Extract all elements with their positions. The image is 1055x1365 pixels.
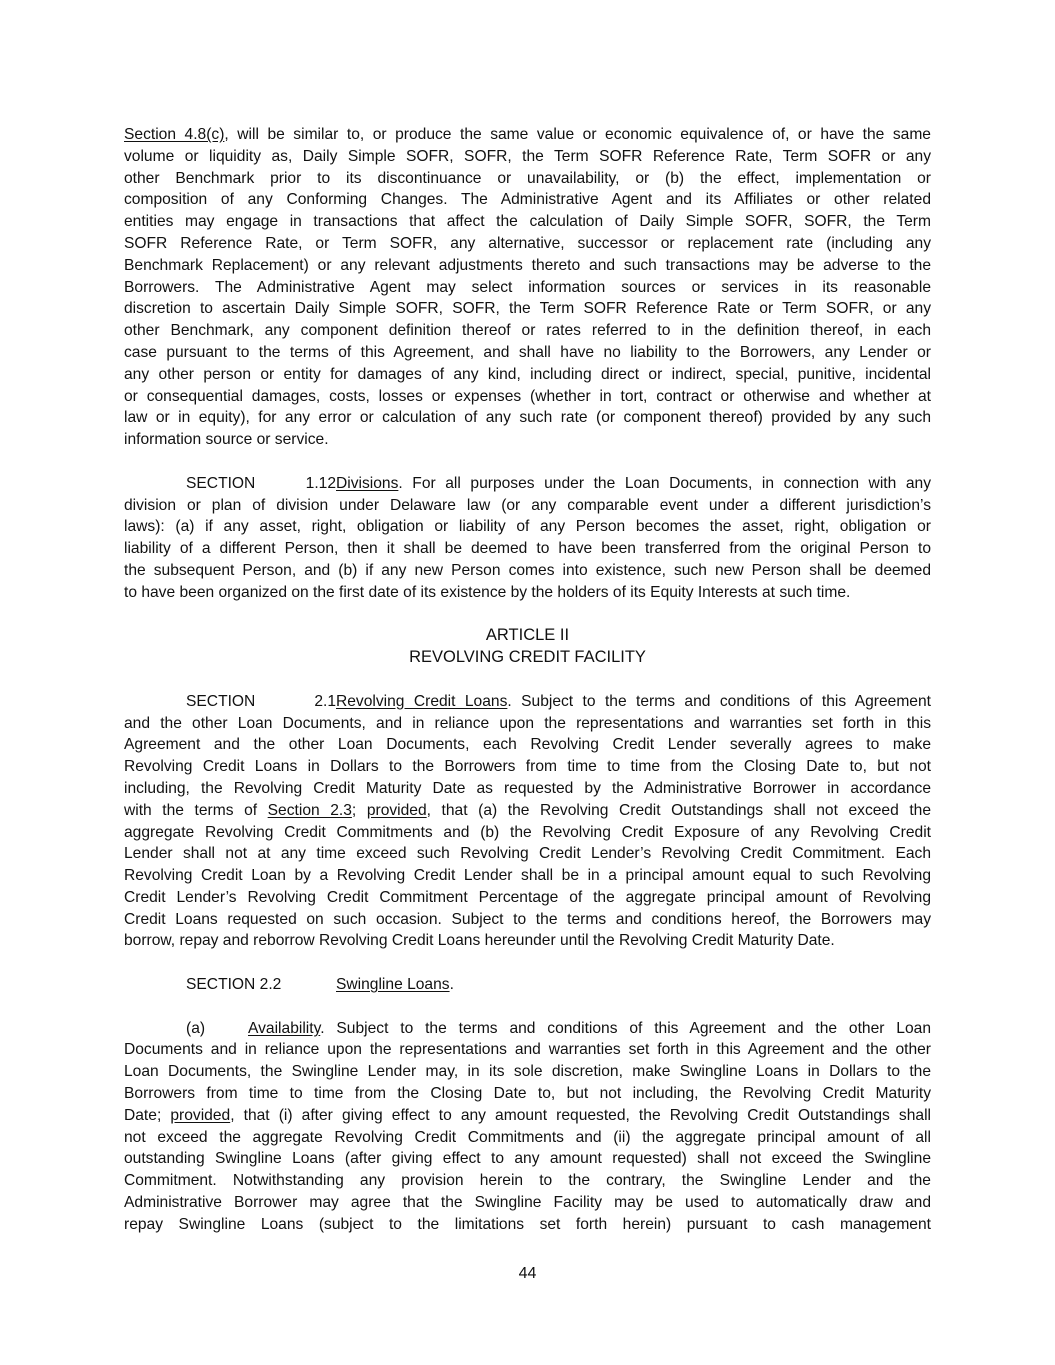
underlined-term: provided [170, 1106, 231, 1124]
text-run: to have been organized on the first date of its existence by the holders of its Equity Interests at such time. [124, 583, 851, 601]
text-run: the subsequent Person, and (b) if any new Person comes into existence, such new Person shall be deemed [124, 561, 931, 579]
text-run: SOFR Reference Rate, or Term SOFR, any alternative, successor or replacement rate (including any [124, 234, 931, 252]
text-line [124, 1083, 931, 1105]
text-run: . Subject to the terms and conditions of this Agreement [507, 692, 931, 710]
text-line [124, 734, 931, 756]
underlined-term: Revolving Credit Loans [336, 692, 508, 710]
text-run: Revolving Credit Loan by a Revolving Credit Lender shall be in a principal amount equal to such Revolving [124, 867, 931, 885]
text-line [124, 298, 931, 320]
paragraph [124, 974, 931, 996]
underlined-term: Section 2.3 [267, 801, 352, 819]
text-run: with the terms of [124, 801, 268, 819]
text-run: Benchmark Replacement) or any relevant adjustments thereto and such transactions may be adverse to the [124, 256, 931, 274]
underlined-term: Swingline Loans [336, 976, 450, 994]
text-line [124, 691, 931, 713]
text-run: Lender shall not at any time exceed such Revolving Credit Lender’s Revolving Credit Commitment. Each [124, 845, 931, 863]
text-line [124, 277, 931, 299]
text-run: , will be similar to, or produce the same value or economic equivalence of, or have the same [224, 126, 931, 143]
section-number: SECTION 2.1 [186, 692, 336, 710]
text-run: Administrative Borrower may agree that the Swingline Facility may be used to automatically draw and [124, 1194, 931, 1212]
text-run: . [449, 976, 454, 994]
document-body [124, 124, 931, 1257]
text-line [124, 495, 931, 517]
text-run: Credit Loans requested on such occasion. Subject to the terms and conditions hereof, the Borrowers may [124, 910, 931, 928]
text-run: aggregate Revolving Credit Commitments and (b) the Revolving Credit Exposure of any Revolving Credit [124, 823, 931, 841]
text-line [124, 146, 931, 168]
text-run: Loan Documents, the Swingline Lender may, in its sole discretion, make Swingline Loans in Dollars to the [124, 1063, 931, 1081]
text-line [124, 1148, 931, 1170]
text-run: law or in equity), for any error or calculation of any such rate (or component thereof) provided by any such [124, 409, 931, 427]
text-line [124, 1214, 931, 1236]
text-run: , that (a) the Revolving Credit Outstandings shall not exceed the [426, 801, 931, 819]
text-line [124, 233, 931, 255]
text-run: Credit Lender’s Revolving Credit Commitment Percentage of the aggregate principal amount of Revolving [124, 888, 931, 906]
text-line [124, 974, 931, 996]
page-number: 44 [518, 1265, 537, 1282]
text-line [124, 582, 931, 604]
paragraph [124, 473, 931, 604]
text-run: Revolving Credit Loans in Dollars to the Borrowers from time to time from the Closing Date to, but not [124, 758, 931, 776]
text-line [124, 538, 931, 560]
article-number: ARTICLE II [485, 626, 570, 645]
text-line [124, 342, 931, 364]
text-line [124, 887, 931, 909]
text-line [124, 756, 931, 778]
text-run: division or plan of division under Delaware law (or any comparable event under a different jurisdiction’s [124, 496, 931, 514]
text-line [124, 843, 931, 865]
section-number: SECTION 1.12 [186, 474, 336, 492]
text-run: information source or service. [124, 431, 329, 449]
underlined-term: Divisions [336, 474, 399, 492]
clause-label: (a) [186, 1019, 206, 1037]
text-run: or consequential damages, costs, losses or expenses (whether in tort, contract or otherwise and whether at [124, 387, 931, 405]
text-line [124, 516, 931, 538]
text-line [124, 1105, 931, 1127]
paragraph [124, 124, 931, 451]
text-run: repay Swingline Loans (subject to the limitations set forth herein) pursuant to cash management [124, 1215, 931, 1233]
text-line [124, 800, 931, 822]
text-run: ; [351, 801, 367, 819]
text-line [124, 822, 931, 844]
text-run: Borrowers. The Administrative Agent may select information sources or services in its reasonable [124, 278, 931, 296]
text-line [124, 930, 931, 952]
text-line [124, 1170, 931, 1192]
underlined-term: provided [366, 801, 427, 819]
text-run: including, the Revolving Credit Maturity Date as requested by the Administrative Borrower in accordance [124, 779, 931, 797]
text-run: composition of any Conforming Changes. The Administrative Agent and its Affiliates or other related [124, 191, 931, 209]
text-line [124, 320, 931, 342]
text-run: . Subject to the terms and conditions of this Agreement and the other Loan [320, 1019, 931, 1037]
text-run: case pursuant to the terms of this Agreement, and shall have no liability to the Borrowers, any Lender or [124, 343, 931, 361]
section-number: SECTION 2.2 [186, 976, 282, 994]
text-line [124, 386, 931, 408]
text-line [124, 124, 931, 146]
text-line [124, 778, 931, 800]
text-run: entities may engage in transactions that affect the calculation of Daily Simple SOFR, SOFR, the Term [124, 213, 931, 231]
text-line [124, 211, 931, 233]
text-run: discretion to ascertain Daily Simple SOFR, SOFR, the Term SOFR Reference Rate or Term SOFR, or any [124, 300, 931, 318]
text-line [124, 168, 931, 190]
text-run: Borrowers from time to time from the Closing Date to, but not including, the Revolving Credit Maturity [124, 1085, 931, 1103]
text-line [124, 1018, 931, 1040]
text-run: , that (i) after giving effect to any amount requested, the Revolving Credit Outstandings shall [230, 1106, 931, 1124]
text-line [124, 909, 931, 931]
underlined-term: Section 4.8(c) [124, 126, 225, 143]
text-run: liability of a different Person, then it shall be deemed to have been transferred from the original Person to [124, 540, 931, 558]
text-run: borrow, repay and reborrow Revolving Credit Loans hereunder until the Revolving Credit Maturity Date. [124, 932, 835, 950]
article-heading [124, 625, 931, 669]
text-run: laws): (a) if any asset, right, obligation or liability of any Person becomes the asset, right, obligation or [124, 518, 931, 536]
text-run: and the other Loan Documents, and in reliance upon the representations and warranties set forth in this [124, 714, 931, 732]
text-run: other Benchmark prior to its discontinuance or unavailability, or (b) the effect, implementation or [124, 169, 931, 187]
text-line [124, 713, 931, 735]
text-line [124, 407, 931, 429]
text-line [124, 189, 931, 211]
text-line [124, 364, 931, 386]
text-line [124, 255, 931, 277]
text-line [124, 473, 931, 495]
text-line [124, 1127, 931, 1149]
text-run: outstanding Swingline Loans (after giving effect to any amount requested) shall not exceed the Swingline [124, 1150, 931, 1168]
text-line [124, 560, 931, 582]
text-run: Agreement and the other Loan Documents, each Revolving Credit Lender severally agrees to make [124, 736, 931, 754]
text-run: other Benchmark, any component definition thereof or rates referred to in the definition thereof, in each [124, 322, 931, 340]
text-run: Documents and in reliance upon the representations and warranties set forth in this Agreement and the other [124, 1041, 931, 1059]
text-run: any other person or entity for damages of any kind, including direct or indirect, special, punitive, incidental [124, 365, 931, 383]
text-run: volume or liquidity as, Daily Simple SOFR, SOFR, the Term SOFR Reference Rate, Term SOFR or any [124, 147, 931, 165]
text-line [124, 1039, 931, 1061]
text-line [124, 865, 931, 887]
article-title: REVOLVING CREDIT FACILITY [409, 648, 646, 667]
underlined-term: Availability [248, 1019, 321, 1037]
text-line [124, 429, 931, 451]
text-line [124, 1061, 931, 1083]
text-run: not exceed the aggregate Revolving Credit Commitments and (ii) the aggregate principal amount of all [124, 1128, 931, 1146]
paragraph [124, 691, 931, 953]
text-run: . For all purposes under the Loan Documents, in connection with any [398, 474, 931, 492]
text-run: Date; [124, 1106, 171, 1124]
text-line [124, 1192, 931, 1214]
text-run: Commitment. Notwithstanding any provision herein to the contrary, the Swingline Lender and the [124, 1172, 931, 1190]
paragraph [124, 1018, 931, 1236]
